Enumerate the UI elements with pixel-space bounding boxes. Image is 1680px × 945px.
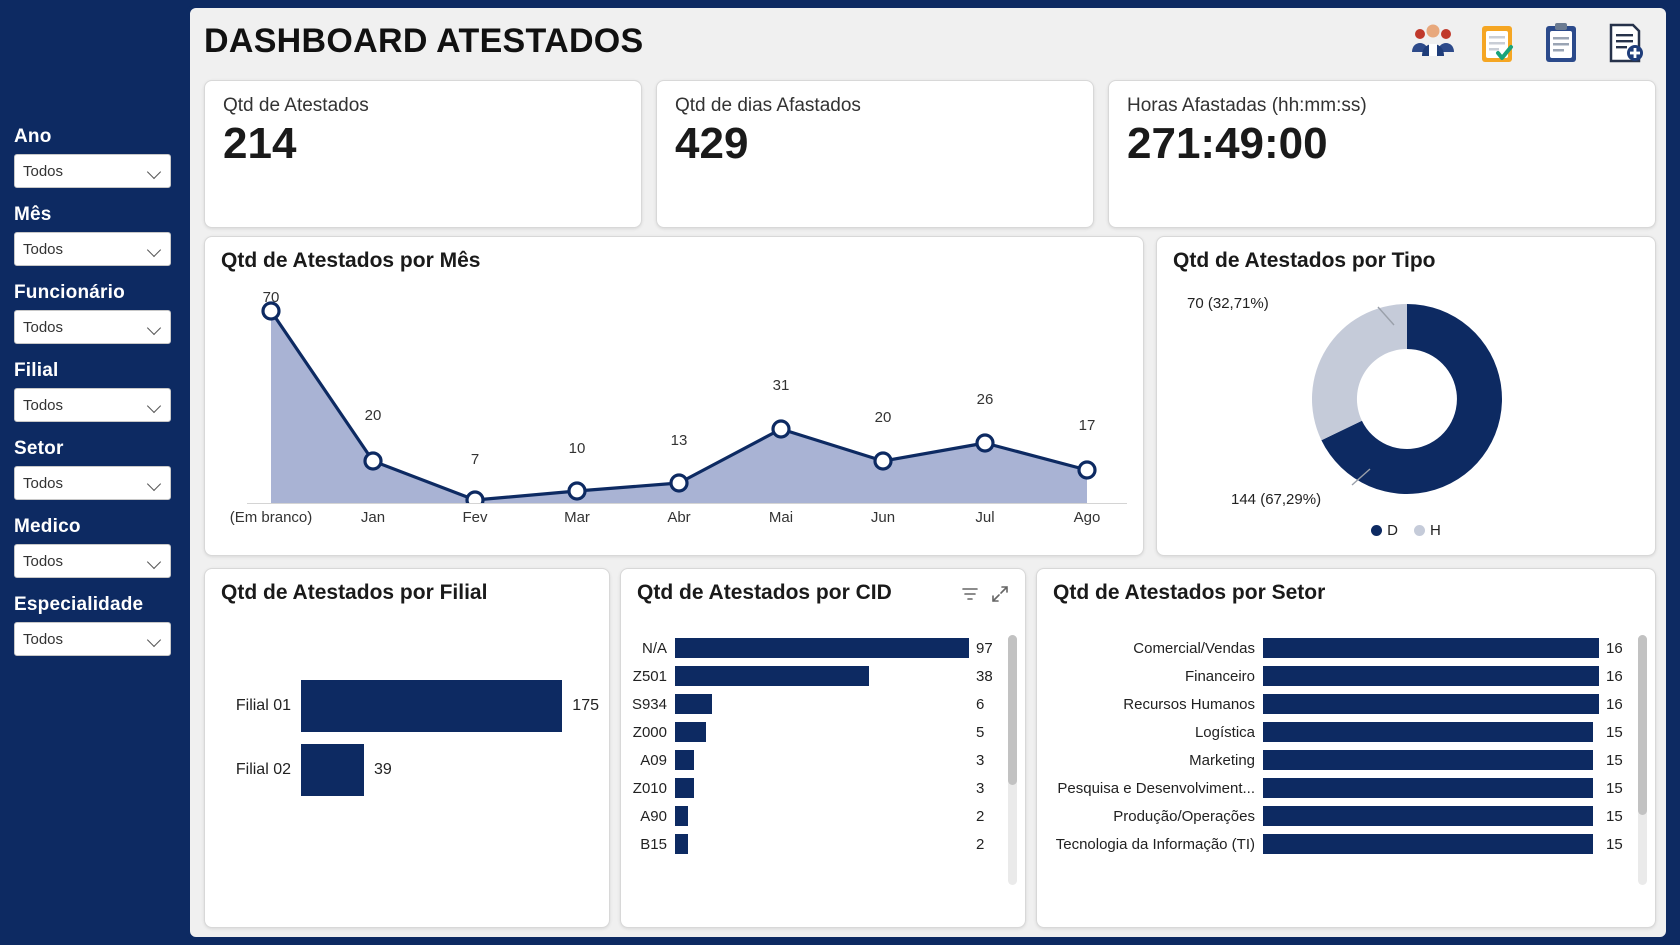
- chevron-down-icon: [148, 476, 162, 490]
- bar-track: [675, 635, 969, 662]
- cid-bars: [629, 635, 999, 859]
- bar-category: Z010: [632, 780, 667, 797]
- donut-chart-plot: [1282, 289, 1532, 509]
- cid-scrollbar-thumb[interactable]: [1008, 635, 1017, 785]
- focus-mode-icon[interactable]: [991, 585, 1009, 603]
- x-tick-label: Jan: [360, 509, 386, 526]
- bar-track: [1263, 831, 1615, 858]
- bar-category: B15: [640, 836, 667, 853]
- bar-row[interactable]: [1045, 719, 1629, 746]
- slicer-medico: [14, 516, 171, 578]
- slicer-especialidade: [14, 594, 171, 656]
- slicer-ano-label: Ano: [14, 126, 52, 147]
- slicer-filial-label: Filial: [14, 360, 59, 381]
- slicer-especialidade-dropdown[interactable]: [14, 622, 171, 656]
- slicer-medico-dropdown[interactable]: [14, 544, 171, 578]
- legend-item-h[interactable]: [1414, 522, 1441, 539]
- slicer-funcionario-value: Todos: [23, 318, 64, 336]
- slicer-mes-value: Todos: [23, 240, 64, 258]
- slicer-funcionario-dropdown[interactable]: [14, 310, 171, 344]
- chart-title: Qtd de Atestados por Mês: [221, 249, 481, 272]
- bar-row[interactable]: [629, 691, 999, 718]
- bar-row[interactable]: [629, 719, 999, 746]
- bar-row[interactable]: [629, 747, 999, 774]
- bar-value: 16: [1606, 668, 1623, 685]
- clipboard-icon: [1538, 20, 1584, 66]
- x-tick-label: Jun: [870, 509, 896, 526]
- bar-row[interactable]: [629, 775, 999, 802]
- slicer-setor-value: Todos: [23, 474, 64, 492]
- bar-value: 15: [1606, 724, 1623, 741]
- bar-value: 39: [374, 761, 392, 778]
- bar-category: Logística: [1194, 724, 1255, 741]
- x-tick-label: Abr: [667, 509, 691, 526]
- bar-row[interactable]: [215, 679, 599, 733]
- bar-row[interactable]: [215, 743, 599, 797]
- chevron-down-icon: [148, 554, 162, 568]
- data-label: 13: [670, 432, 688, 449]
- bar-track: [1263, 691, 1599, 718]
- bar-fill: [675, 638, 969, 658]
- kpi-value: 214: [223, 119, 297, 168]
- slicer-setor-dropdown[interactable]: [14, 466, 171, 500]
- x-axis-line: [247, 503, 1127, 504]
- bar-value: 16: [1606, 696, 1623, 713]
- slicer-funcionario: [14, 282, 171, 344]
- bar-track: [1263, 747, 1615, 774]
- bar-fill: [675, 694, 712, 714]
- bar-row[interactable]: [1045, 635, 1629, 662]
- slicer-setor: [14, 438, 171, 500]
- chart-title: Qtd de Atestados por Setor: [1053, 581, 1326, 604]
- chevron-down-icon: [148, 632, 162, 646]
- slicer-medico-label: Medico: [14, 516, 81, 537]
- slicer-stack: [0, 126, 185, 672]
- legend-label: H: [1430, 522, 1441, 539]
- chart-title: Qtd de Atestados por Filial: [221, 581, 488, 604]
- page-title: DASHBOARD ATESTADOS: [204, 22, 644, 60]
- bar-track: [1263, 663, 1599, 690]
- bar-category: Pesquisa e Desenvolviment...: [1057, 780, 1255, 797]
- slicer-medico-value: Todos: [23, 552, 64, 570]
- chart-title: Qtd de Atestados por Tipo: [1173, 249, 1436, 272]
- kpi-card-qtd-atestados: [204, 80, 642, 228]
- filial-bars: [215, 679, 599, 807]
- header-icon-group: [1410, 20, 1648, 66]
- slicer-especialidade-value: Todos: [23, 630, 64, 648]
- bar-track: [1263, 803, 1615, 830]
- donut-label-d: 144 (67,29%): [1231, 491, 1322, 508]
- chart-atestados-por-filial: [204, 568, 610, 928]
- bar-fill: [1263, 694, 1599, 714]
- chart-atestados-por-setor: [1036, 568, 1656, 928]
- bar-category: Produção/Operações: [1113, 808, 1255, 825]
- bar-fill: [1263, 834, 1593, 854]
- bar-category: A09: [640, 752, 667, 769]
- bar-fill: [675, 834, 688, 854]
- slicer-ano-value: Todos: [23, 162, 64, 180]
- x-tick-label: Ago: [1073, 509, 1101, 526]
- bar-value: 16: [1606, 640, 1623, 657]
- kpi-label: Horas Afastadas (hh:mm:ss): [1127, 95, 1367, 116]
- slicer-filial: [14, 360, 171, 422]
- bar-value: 15: [1606, 752, 1623, 769]
- bar-row[interactable]: [629, 663, 999, 690]
- bar-category: N/A: [641, 640, 667, 657]
- people-group-icon: [1410, 20, 1456, 66]
- bar-value: 15: [1606, 808, 1623, 825]
- bar-category: Financeiro: [1184, 668, 1255, 685]
- bar-category: Recursos Humanos: [1123, 696, 1255, 713]
- bar-row[interactable]: [1045, 803, 1629, 830]
- cid-scrollbar[interactable]: [1008, 635, 1017, 885]
- area-chart-plot: [247, 293, 1127, 503]
- filters-sidebar: [0, 0, 185, 945]
- chart-atestados-por-tipo: [1156, 236, 1656, 556]
- data-label: 20: [874, 409, 892, 426]
- filter-icon[interactable]: [961, 585, 979, 603]
- data-label: 31: [772, 377, 790, 394]
- bar-row[interactable]: [1045, 775, 1629, 802]
- bar-value: 3: [976, 780, 985, 797]
- slicer-funcionario-label: Funcionário: [14, 282, 125, 303]
- bar-row[interactable]: [1045, 747, 1629, 774]
- kpi-card-horas-afastadas: [1108, 80, 1656, 228]
- x-tick-label: Mai: [768, 509, 794, 526]
- slicer-setor-label: Setor: [14, 438, 64, 459]
- bar-value: 5: [976, 724, 985, 741]
- kpi-value: 429: [675, 119, 749, 168]
- bar-fill: [675, 666, 869, 686]
- slicer-filial-value: Todos: [23, 396, 64, 414]
- chevron-down-icon: [148, 242, 162, 256]
- bar-fill: [675, 722, 706, 742]
- bar-value: 97: [976, 640, 993, 657]
- bar-track: [1263, 775, 1615, 802]
- chevron-down-icon: [148, 320, 162, 334]
- kpi-value: 271:49:00: [1127, 119, 1328, 168]
- legend-swatch-icon: [1371, 525, 1382, 536]
- data-label: 7: [470, 451, 480, 468]
- bar-category: Z000: [632, 724, 667, 741]
- bar-category: Comercial/Vendas: [1133, 640, 1255, 657]
- slicer-ano: [14, 126, 171, 188]
- data-label: 70: [262, 289, 280, 306]
- chart-atestados-por-mes: [204, 236, 1144, 556]
- slicer-mes-label: Mês: [14, 204, 52, 225]
- bar-fill: [1263, 666, 1599, 686]
- report-canvas: [186, 4, 1670, 941]
- bar-row[interactable]: [1045, 691, 1629, 718]
- bar-row[interactable]: [629, 803, 999, 830]
- bar-fill: [675, 778, 694, 798]
- bar-category: Tecnologia da Informação (TI): [1055, 836, 1255, 853]
- setor-bars: [1045, 635, 1629, 859]
- medical-certificate-icon: [1602, 20, 1648, 66]
- bar-category: Z501: [632, 668, 667, 685]
- x-tick-label: Fev: [462, 509, 488, 526]
- bar-category: A90: [640, 808, 667, 825]
- bar-value: 38: [976, 668, 993, 685]
- bar-fill: [675, 806, 688, 826]
- x-tick-label: Mar: [564, 509, 590, 526]
- slicer-filial-dropdown[interactable]: [14, 388, 171, 422]
- slicer-ano-dropdown[interactable]: [14, 154, 171, 188]
- chart-atestados-por-cid: [620, 568, 1026, 928]
- bar-fill: [675, 750, 694, 770]
- bar-value: 15: [1606, 780, 1623, 797]
- bar-category: S934: [631, 696, 667, 713]
- bar-row[interactable]: [629, 635, 999, 662]
- chevron-down-icon: [148, 164, 162, 178]
- bar-fill: [301, 744, 364, 796]
- slicer-especialidade-label: Especialidade: [14, 594, 144, 615]
- kpi-label: Qtd de dias Afastados: [675, 95, 861, 116]
- bar-value: 2: [976, 808, 985, 825]
- bar-track: [1263, 635, 1599, 662]
- legend-item-d[interactable]: [1371, 522, 1398, 539]
- bar-category: Filial 02: [235, 761, 291, 778]
- bar-value: 3: [976, 752, 985, 769]
- donut-legend: [1157, 522, 1655, 539]
- bar-fill: [1263, 750, 1593, 770]
- chart-title: Qtd de Atestados por CID: [637, 581, 892, 604]
- setor-scrollbar[interactable]: [1638, 635, 1647, 885]
- bar-fill: [1263, 638, 1599, 658]
- bar-fill: [1263, 778, 1593, 798]
- bar-row[interactable]: [1045, 663, 1629, 690]
- bar-value: 15: [1606, 836, 1623, 853]
- bar-value: 2: [976, 836, 985, 853]
- slicer-mes: [14, 204, 171, 266]
- x-tick-label: (Em branco): [229, 509, 313, 526]
- kpi-label: Qtd de Atestados: [223, 95, 369, 116]
- data-label: 26: [976, 391, 994, 408]
- chevron-down-icon: [148, 398, 162, 412]
- bar-track: [1263, 719, 1615, 746]
- bar-value: 6: [976, 696, 985, 713]
- bar-fill: [301, 680, 562, 732]
- bar-category: Filial 01: [235, 697, 291, 714]
- bar-row[interactable]: [1045, 831, 1629, 858]
- bar-category: Marketing: [1189, 752, 1255, 769]
- legend-label: D: [1387, 522, 1398, 539]
- bar-value: 175: [572, 697, 599, 714]
- data-label: 20: [364, 407, 382, 424]
- donut-label-h: 70 (32,71%): [1187, 295, 1269, 312]
- setor-scrollbar-thumb[interactable]: [1638, 635, 1647, 815]
- kpi-card-dias-afastados: [656, 80, 1094, 228]
- data-label: 17: [1078, 417, 1096, 434]
- x-tick-label: Jul: [975, 509, 995, 526]
- bar-fill: [1263, 806, 1593, 826]
- clipboard-check-icon: [1474, 20, 1520, 66]
- slicer-mes-dropdown[interactable]: [14, 232, 171, 266]
- legend-swatch-icon: [1414, 525, 1425, 536]
- data-label: 10: [568, 440, 586, 457]
- bar-fill: [1263, 722, 1593, 742]
- bar-row[interactable]: [629, 831, 999, 858]
